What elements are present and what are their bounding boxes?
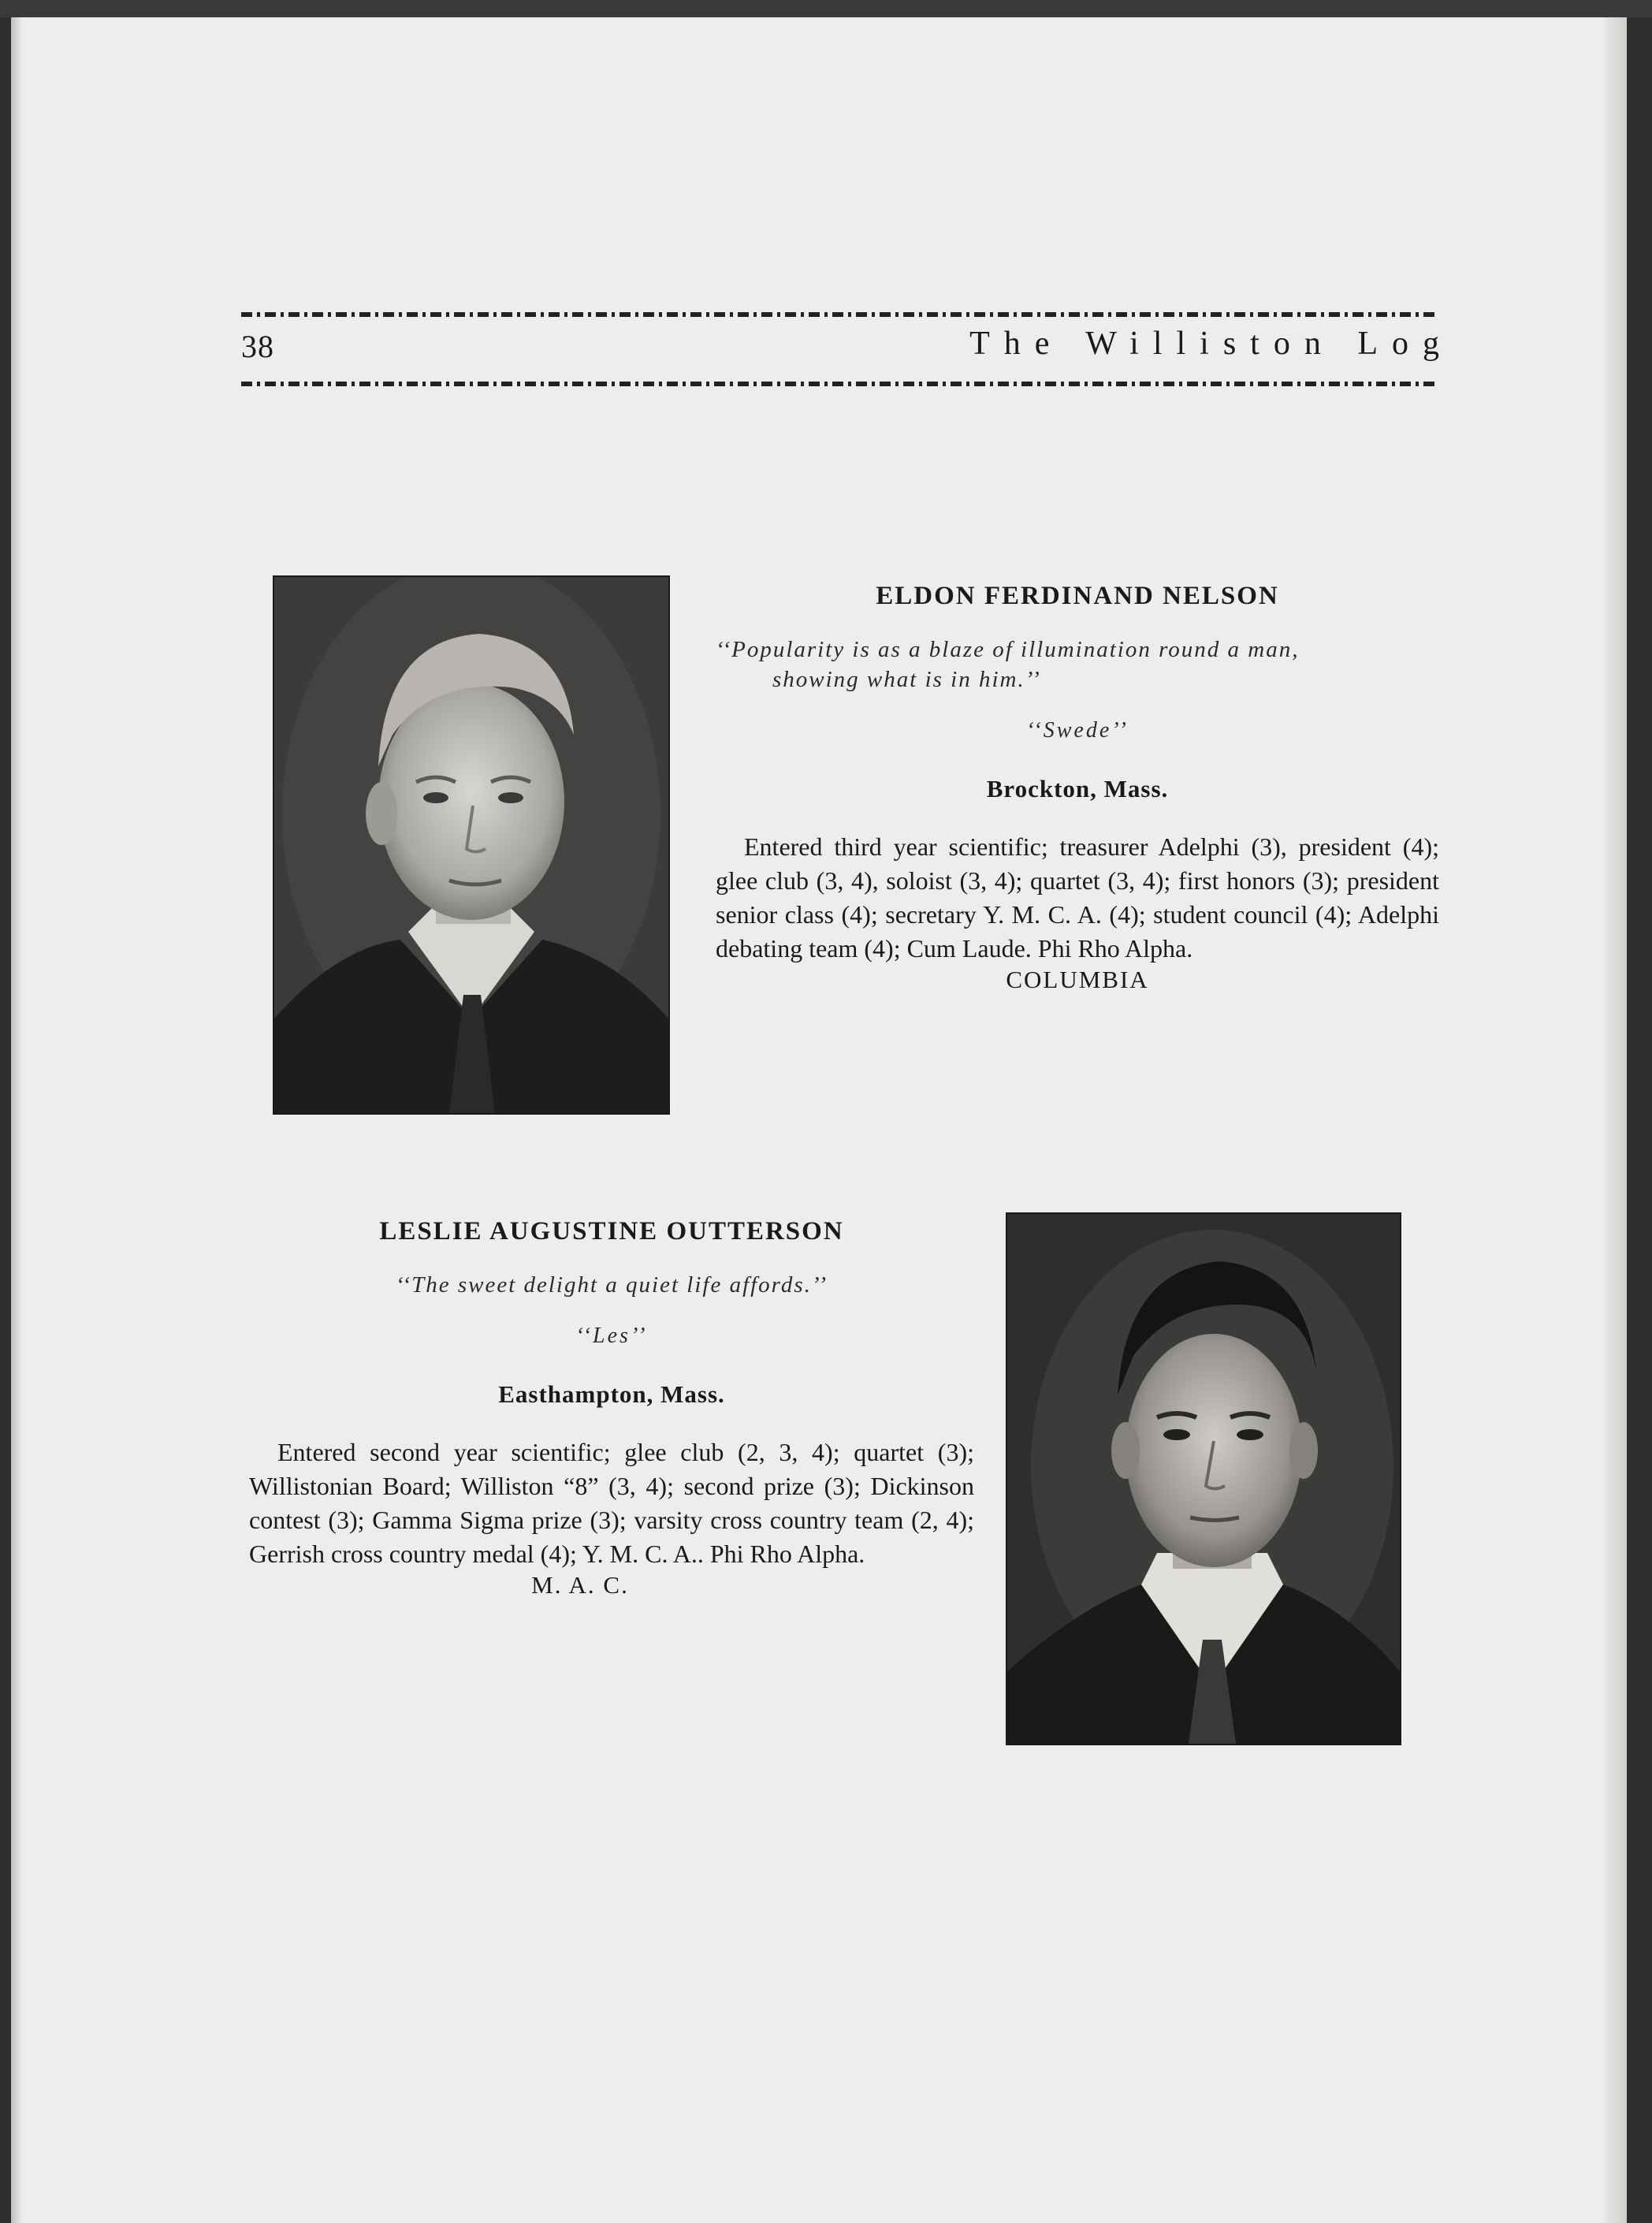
entry-nelson — [716, 582, 1439, 994]
college: COLUMBIA — [1006, 966, 1149, 993]
quote-line: ‘‘The sweet delight a quiet life affords.’’ — [395, 1272, 828, 1298]
page-edge-shadow — [1605, 17, 1627, 2223]
header-rule-bottom — [241, 382, 1439, 386]
header-rule-top — [241, 312, 1439, 317]
hometown: Easthampton, Mass. — [498, 1380, 725, 1408]
entry-outterson — [249, 1217, 974, 1599]
hometown: Brockton, Mass. — [986, 775, 1169, 802]
nickname: ‘‘Swede’’ — [1026, 718, 1129, 743]
page-binding-shadow — [11, 17, 22, 2223]
college: M. A. C. — [531, 1571, 629, 1599]
quote-line: showing what is in him.’’ — [772, 667, 1041, 692]
activities-bio: Entered third year scientific; treasurer Adelphi (3), president (4); glee club (3, 4), soloist (3, 4); quartet (3, 4); first honors (3); president senior class (4); secretary Y. M. C. A. (4); student council (4); Adelphi debating team (4); Cum Laude. Phi Rho Alpha. — [716, 832, 1439, 963]
student-name: ELDON FERDINAND NELSON — [876, 582, 1279, 610]
portrait-photo-nelson — [274, 577, 668, 1113]
scan-border — [0, 0, 1652, 17]
student-name: LESLIE AUGUSTINE OUTTERSON — [379, 1217, 844, 1246]
publication-title: The Williston Log — [969, 326, 1453, 362]
nickname: ‘‘Les’’ — [575, 1324, 648, 1348]
page-number: 38 — [241, 329, 274, 364]
portrait-photo-outterson — [1007, 1214, 1400, 1744]
quote-line: ‘‘Popularity is as a blaze of illumination round a man, — [716, 637, 1300, 662]
activities-bio: Entered second year scientific; glee club (2, 3, 4); quartet (3); Willistonian Board; Williston “8” (3, 4); second prize (3); Dickinson contest (3); Gamma Sigma prize (3); varsity cross country team (2, 4); Gerrish cross country medal (4); Y. M. C. A.. Phi Rho Alpha. — [249, 1438, 974, 1568]
running-header — [241, 295, 1453, 397]
